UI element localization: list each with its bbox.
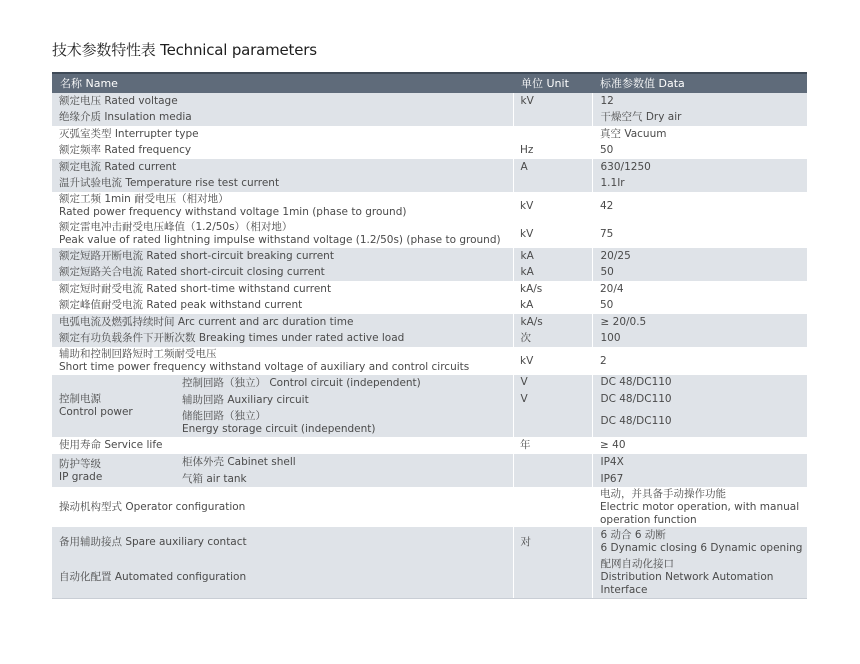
param-value: ≥ 20/0.5 [592,314,807,330]
param-unit: 对 [513,527,592,557]
table-row [52,264,807,281]
param-unit: kA [513,297,592,314]
protection-unit [513,454,592,487]
control-circuit-unit: V [520,376,528,388]
param-value: 42 [592,192,807,220]
param-name: 使用寿命 Service life [52,437,513,454]
param-name: 额定短路开断电流 Rated short-circuit breaking current [52,248,513,264]
param-name: 额定峰值耐受电流 Rated peak withstand current [52,297,513,314]
param-name [52,347,513,375]
param-value: 50 [592,297,807,314]
param-unit: kV [513,93,592,109]
table-row [52,175,807,192]
param-unit: kV [513,192,592,220]
protection-values [592,454,807,487]
param-name: 额定短路关合电流 Rated short-circuit closing current [52,264,513,281]
table-row [52,314,807,330]
protection-label-en: IP grade [59,470,103,483]
automation-value-en2: Interface [600,583,648,596]
energy-storage-label-cn: 储能回路（独立） [182,409,266,422]
table-row [52,142,807,159]
protection-items [182,456,513,486]
air-tank-value: IP67 [600,472,624,485]
control-power-label-en: Control power [59,406,133,418]
param-value: 20/4 [592,281,807,297]
control-circuit-value: DC 48/DC110 [600,376,672,388]
control-power-label-cn: 控制电源 [59,393,101,405]
param-value: 100 [592,330,807,347]
param-value: 50 [592,264,807,281]
spare-value-cn: 6 动合 6 动断 [600,529,666,541]
param-value: 干燥空气 Dry air [592,109,807,126]
param-unit: 年 [513,437,592,454]
param-name: 额定短时耐受电流 Rated short-time withstand current [52,281,513,297]
param-name: 温升试验电流 Temperature rise test current [52,175,513,192]
control-circuit-label: 控制回路（独立） Control circuit (independent) [182,376,421,389]
control-power-cell [52,375,513,437]
header-name: 名称 Name [52,73,513,93]
param-name [52,220,513,248]
protection-cell [52,454,513,487]
table-row [52,487,807,527]
param-name: 备用辅助接点 Spare auxiliary contact [52,527,513,557]
param-value: 75 [592,220,807,248]
header-value: 标准参数值 Data [592,73,807,93]
cabinet-shell-value: IP4X [600,455,624,468]
param-unit [513,109,592,126]
param-unit: kV [513,220,592,248]
table-row [52,281,807,297]
param-unit: kA/s [513,281,592,297]
param-value: 2 [592,347,807,375]
param-name: 电弧电流及燃弧持续时间 Arc current and arc duration time [52,314,513,330]
protection-row [52,454,807,487]
param-unit: kA [513,248,592,264]
param-value: 50 [592,142,807,159]
param-name-cn: 辅助和控制回路短时工频耐受电压 [59,348,217,360]
technical-parameters-table [52,72,807,599]
operator-value-cn: 电动，并具备手动操作功能 [600,487,726,500]
operator-value [592,487,807,527]
control-power-units [513,375,592,437]
spare-value-en: 6 Dynamic closing 6 Dynamic opening [600,542,803,554]
param-name: 灭弧室类型 Interrupter type [52,126,513,142]
param-name: 额定电压 Rated voltage [52,93,513,109]
param-unit [513,487,592,527]
table-row [52,248,807,264]
table-row [52,126,807,142]
table-row [52,437,807,454]
param-name: 绝缘介质 Insulation media [52,109,513,126]
param-unit: kA [513,264,592,281]
param-name: 额定电流 Rated current [52,159,513,175]
table-header-row [52,73,807,93]
param-name: 额定频率 Rated frequency [52,142,513,159]
automation-value-cn: 配网自动化接口 [600,557,674,570]
param-name: 自动化配置 Automated configuration [52,557,513,598]
param-name-en: Rated power frequency withstand voltage 1min (phase to ground) [59,206,407,218]
energy-storage-value: DC 48/DC110 [600,415,672,427]
param-unit: 次 [513,330,592,347]
param-unit [513,175,592,192]
auxiliary-circuit-value: DC 48/DC110 [600,393,672,405]
param-value: 真空 Vacuum [592,126,807,142]
table-row [52,297,807,314]
page-title: 技术参数特性表 Technical parameters [52,41,317,59]
protection-label [52,458,182,484]
table-row [52,220,807,248]
param-value: 12 [592,93,807,109]
auxiliary-circuit-unit: V [520,393,528,405]
spare-value [592,527,807,557]
control-power-row [52,375,807,437]
cabinet-shell-label: 柜体外壳 Cabinet shell [182,455,296,468]
param-unit [513,557,592,598]
operator-value-en2: operation function [600,513,697,526]
control-power-items [182,377,513,436]
table-row [52,330,807,347]
param-unit: A [513,159,592,175]
auxiliary-circuit-label: 辅助回路 Auxiliary circuit [182,393,309,406]
automation-value-en1: Distribution Network Automation [600,570,774,583]
table-row [52,109,807,126]
param-name-cn: 额定工频 1min 耐受电压（相对地） [59,193,229,205]
protection-label-cn: 防护等级 [59,457,101,470]
air-tank-label: 气箱 air tank [182,472,247,485]
control-power-values [592,375,807,437]
table-row [52,93,807,109]
table-row [52,347,807,375]
table-row [52,527,807,557]
param-unit [513,126,592,142]
operator-value-en1: Electric motor operation, with manual [600,500,800,513]
param-unit: Hz [513,142,592,159]
param-name: 操动机构型式 Operator configuration [52,487,513,527]
param-unit: kA/s [513,314,592,330]
param-value: 20/25 [592,248,807,264]
param-name-en: Short time power frequency withstand voltage of auxiliary and control circuits [59,361,470,373]
param-value: 1.1Ir [592,175,807,192]
table-row [52,159,807,175]
param-name [52,192,513,220]
table-row [52,192,807,220]
param-name-cn: 额定雷电冲击耐受电压峰值（1.2/50s）（相对地） [59,221,293,233]
automation-value [592,557,807,598]
energy-storage-label-en: Energy storage circuit (independent) [182,422,376,435]
header-unit: 单位 Unit [513,73,592,93]
param-name: 额定有功负载条件下开断次数 Breaking times under rated active load [52,330,513,347]
param-name-en: Peak value of rated lightning impulse withstand voltage (1.2/50s) (phase to ground) [59,234,501,246]
param-value: ≥ 40 [592,437,807,454]
control-power-label [52,393,182,419]
table-row [52,557,807,598]
param-unit: kV [513,347,592,375]
param-value: 630/1250 [592,159,807,175]
